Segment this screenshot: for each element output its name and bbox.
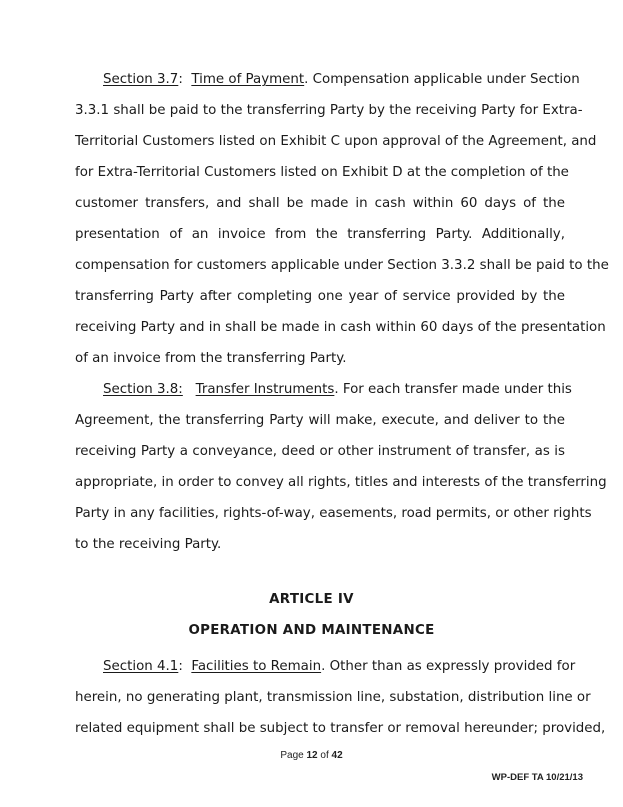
section-4-1-number: Section 4.1 [103,659,179,674]
section-3-8-heading-line [103,382,572,398]
section-3-8-intro: . For each transfer made under this [334,382,572,397]
section-4-1-sep: : [178,659,183,674]
section-3-7-heading-line [103,72,580,88]
section-3-7-line: transferring Party after completing one year of service provided by the [75,289,565,304]
section-3-7-line: 3.3.1 shall be paid to the transferring Party by the receiving Party for Extra- [75,103,583,118]
page-prefix: Page [280,750,307,761]
section-3-7-line: receiving Party and in shall be made in cash within 60 days of the presentation [75,320,606,335]
section-3-7-number: Section 3.7 [103,72,179,87]
page-number [0,750,623,761]
section-3-7-title: Time of Payment [191,72,305,87]
section-4-1-line: related equipment shall be subject to transfer or removal hereunder; provided, [75,721,606,736]
page-of: of [317,750,332,761]
section-3-7-sep: : [178,72,183,87]
section-3-8-line: Party in any facilities, rights-of-way, easements, road permits, or other rights [75,506,592,521]
section-3-8-line: receiving Party a conveyance, deed or other instrument of transfer, as is [75,444,565,459]
article-title: OPERATION AND MAINTENANCE [188,623,435,638]
page-current: 12 [306,750,318,761]
section-3-7-line: compensation for customers applicable under Section 3.3.2 shall be paid to the [75,258,609,273]
section-3-7-line: presentation of an invoice from the transferring Party. Additionally, [75,227,565,242]
document-id: WP-DEF TA 10/21/13 [491,772,583,783]
section-3-7-line: customer transfers, and shall be made in cash within 60 days of the [75,196,565,211]
section-3-7-intro: . Compensation applicable under Section [304,72,580,87]
section-3-7-line: Territorial Customers listed on Exhibit C upon approval of the Agreement, and [75,134,597,149]
section-3-8-line: appropriate, in order to convey all rights, titles and interests of the transferring [75,475,607,490]
section-3-7-line: of an invoice from the transferring Party. [75,351,347,366]
section-4-1-intro: . Other than as expressly provided for [321,659,576,674]
section-3-7-line: for Extra-Territorial Customers listed on Exhibit D at the completion of the [75,165,569,180]
section-3-8-line: to the receiving Party. [75,537,222,552]
page-total: 42 [331,750,343,761]
section-4-1-heading-line [103,659,576,675]
section-4-1-title: Facilities to Remain [191,659,322,674]
article-number: ARTICLE IV [269,592,354,607]
section-3-8-title: Transfer Instruments [195,382,335,397]
section-3-8-line: Agreement, the transferring Party will make, execute, and deliver to the [75,413,565,428]
section-4-1-line: herein, no generating plant, transmission line, substation, distribution line or [75,690,591,705]
section-3-8-number: Section 3.8: [103,382,183,397]
